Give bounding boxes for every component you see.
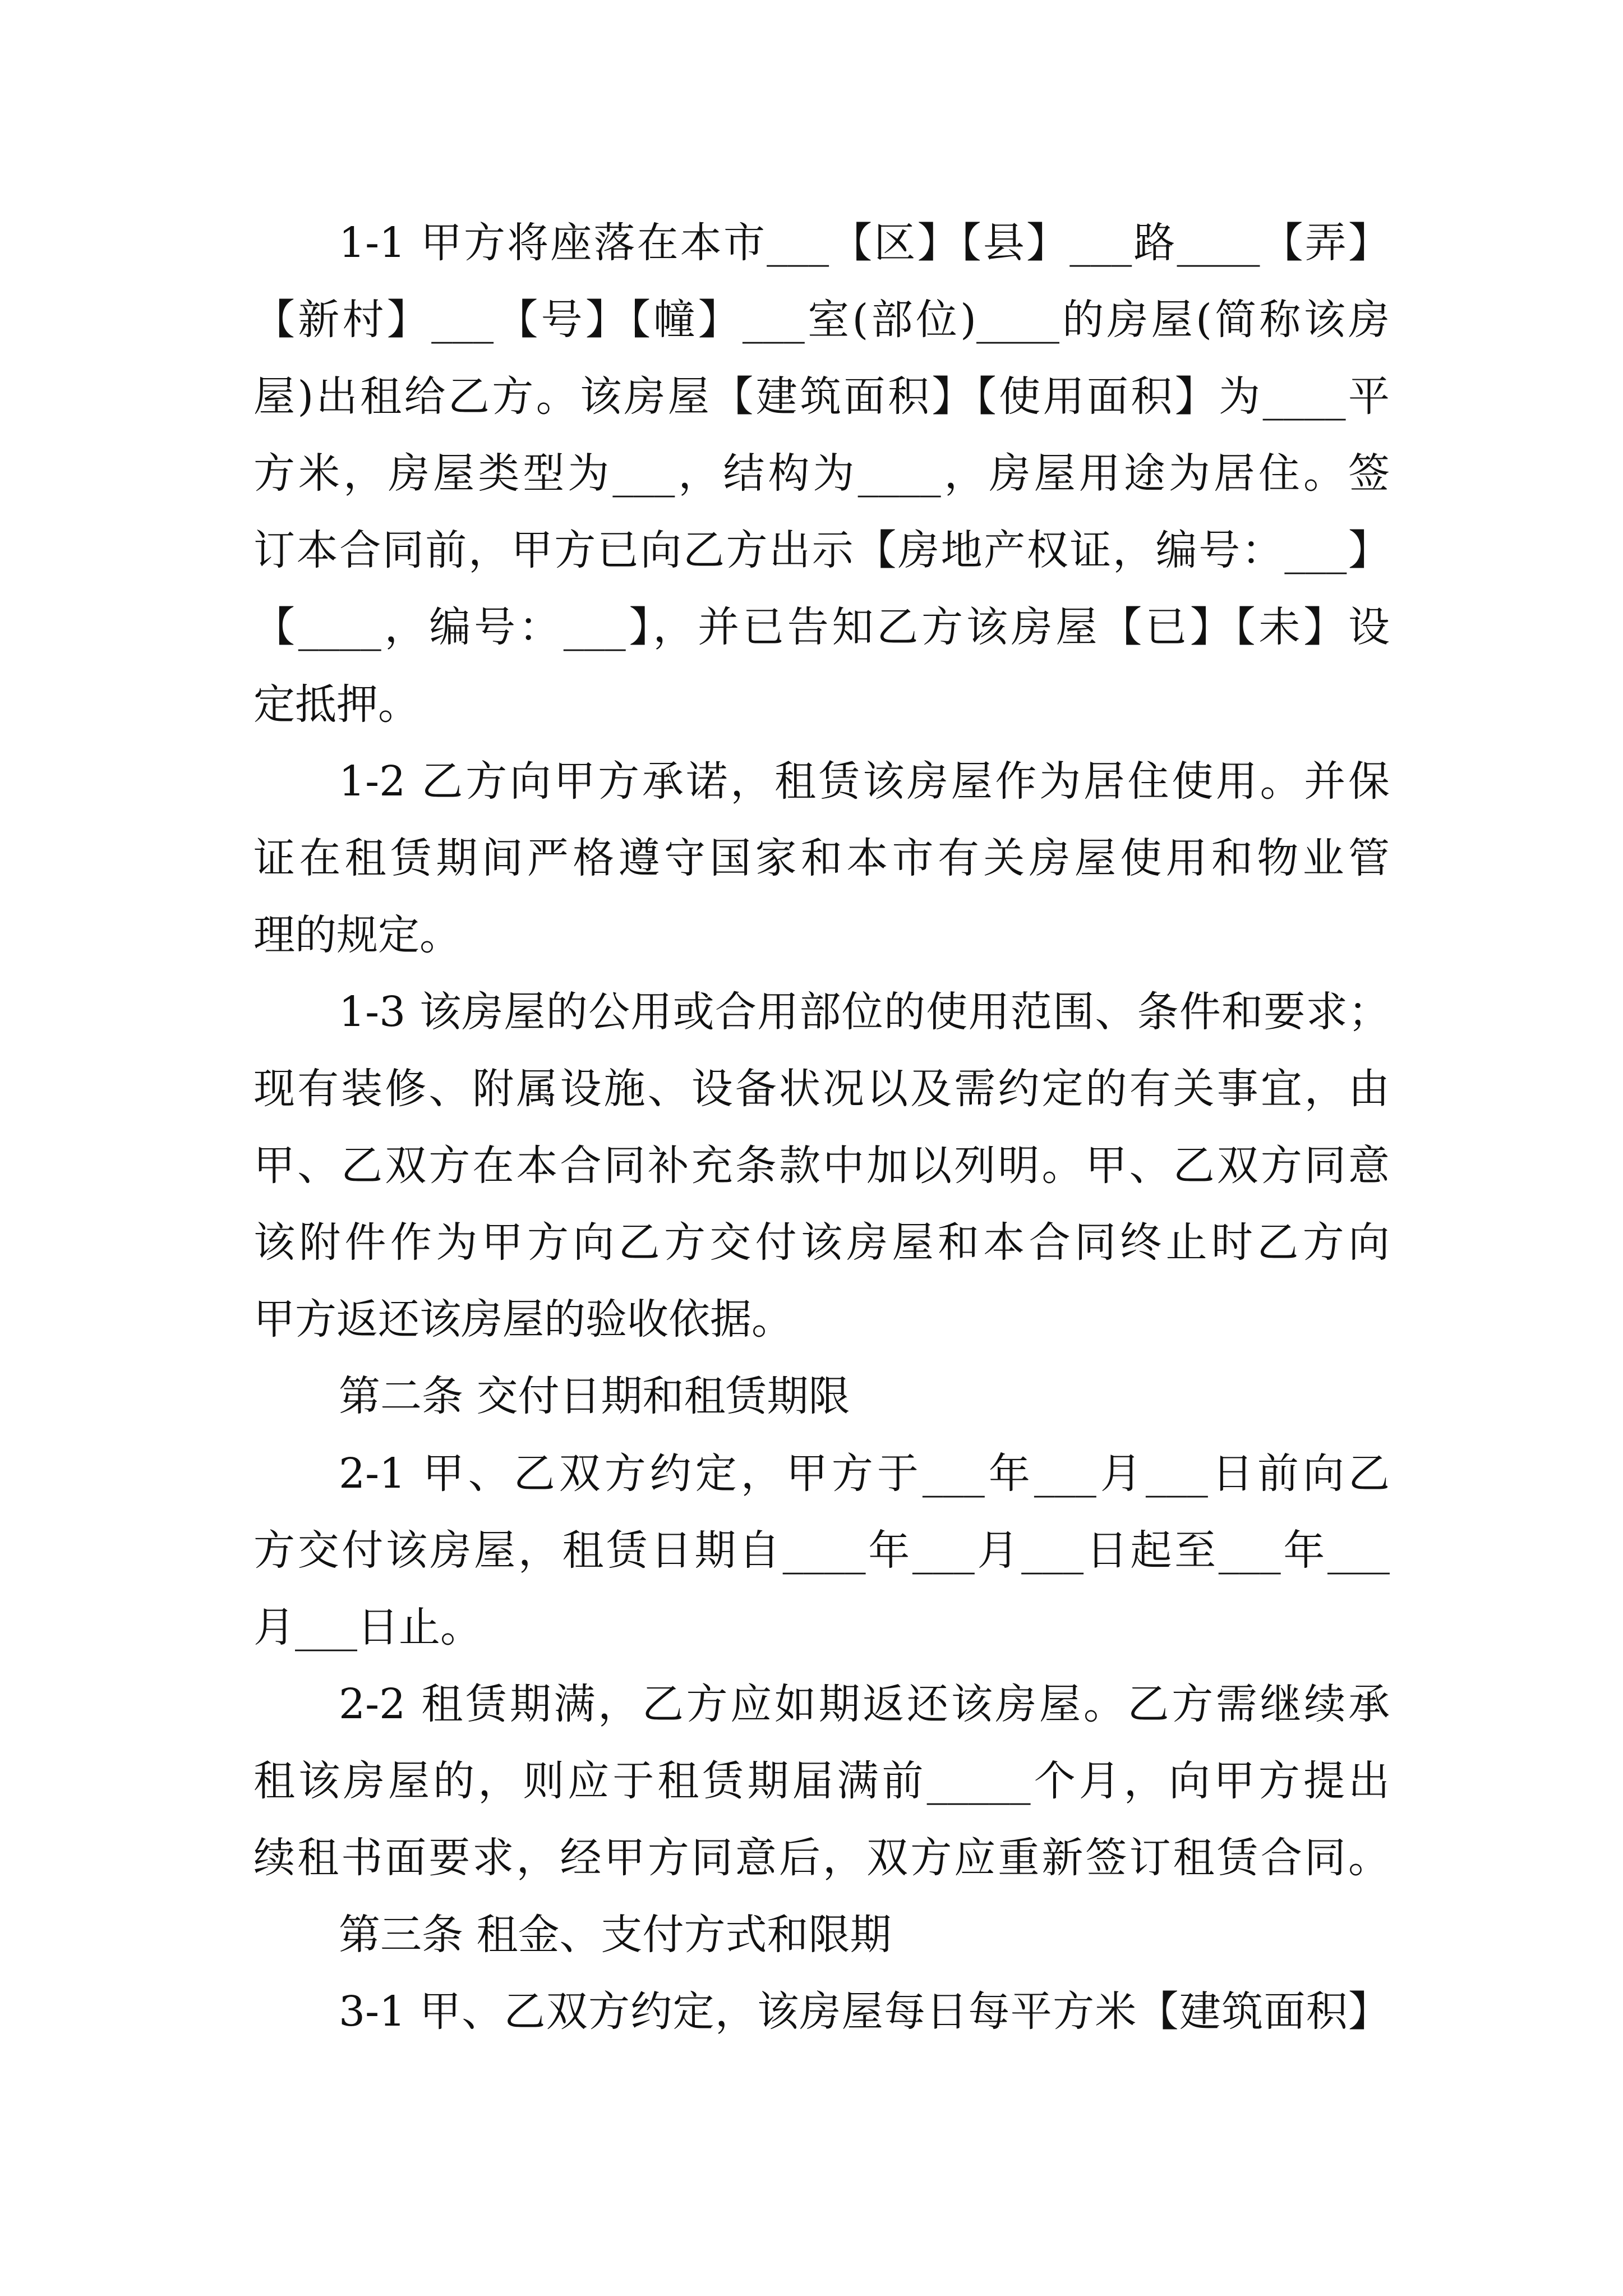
text-line: 1-2 乙方向甲方承诺，租赁该房屋作为居住使用。并保 — [339, 757, 1390, 806]
text-line: 3-1 甲、乙双方约定，该房屋每日每平方米【建筑面积】 — [339, 1987, 1390, 2036]
text-line: 定抵押。 — [253, 680, 419, 729]
text-line: 2-2 租赁期满，乙方应如期返还该房屋。乙方需继续承 — [339, 1680, 1390, 1728]
text-line: 1-1 甲方将座落在本市___【区】【县】___路____【弄】 — [339, 219, 1390, 267]
text-line: 月___日止。 — [253, 1603, 482, 1651]
text-line: 理的规定。 — [253, 910, 461, 959]
clause-1-2 — [253, 743, 1390, 974]
text-line: 甲方返还该房屋的验收依据。 — [253, 1295, 793, 1344]
clause-1-1 — [253, 205, 1390, 743]
text-line: 屋)出租给乙方。该房屋【建筑面积】【使用面积】为____平 — [253, 372, 1390, 421]
text-line: 1-3 该房屋的公用或合用部位的使用范围、条件和要求； — [339, 987, 1390, 1036]
clause-1-3 — [253, 974, 1390, 1358]
text-line: 【新村】___【号】【幢】___室(部位)____的房屋(简称该房 — [253, 296, 1390, 344]
text-line: 2-1 甲、乙双方约定，甲方于___年___月___日前向乙 — [339, 1449, 1390, 1498]
section-heading-article-2 — [253, 1358, 1390, 1435]
clause-2-2 — [253, 1666, 1390, 1897]
text-line: 方米，房屋类型为___，结构为____，房屋用途为居住。签 — [253, 449, 1390, 498]
text-line: 方交付该房屋，租赁日期自____年___月___日起至___年___ — [253, 1526, 1390, 1575]
clause-3-1 — [253, 1973, 1390, 2050]
clause-2-1 — [253, 1435, 1390, 1666]
text-line: 证在租赁期间严格遵守国家和本市有关房屋使用和物业管 — [253, 834, 1390, 882]
document-body — [253, 205, 1390, 2050]
text-line: 甲、乙双方在本合同补充条款中加以列明。甲、乙双方同意 — [253, 1142, 1390, 1190]
text-line: 现有装修、附属设施、设备状况以及需约定的有关事宜，由 — [253, 1065, 1390, 1114]
section-heading-article-3 — [253, 1897, 1390, 1973]
text-line: 租该房屋的，则应于租赁期届满前_____个月，向甲方提出 — [253, 1756, 1390, 1805]
text-line: 续租书面要求，经甲方同意后，双方应重新签订租赁合同。 — [253, 1833, 1390, 1882]
section-heading: 第二条 交付日期和租赁期限 — [339, 1372, 850, 1421]
text-line: 订本合同前，甲方已向乙方出示【房地产权证，编号：___】 — [253, 526, 1390, 575]
text-line: 【____，编号：___】，并已告知乙方该房屋【已】【未】设 — [253, 603, 1390, 652]
section-heading: 第三条 租金、支付方式和限期 — [339, 1911, 892, 1959]
text-line: 该附件作为甲方向乙方交付该房屋和本合同终止时乙方向 — [253, 1218, 1390, 1267]
